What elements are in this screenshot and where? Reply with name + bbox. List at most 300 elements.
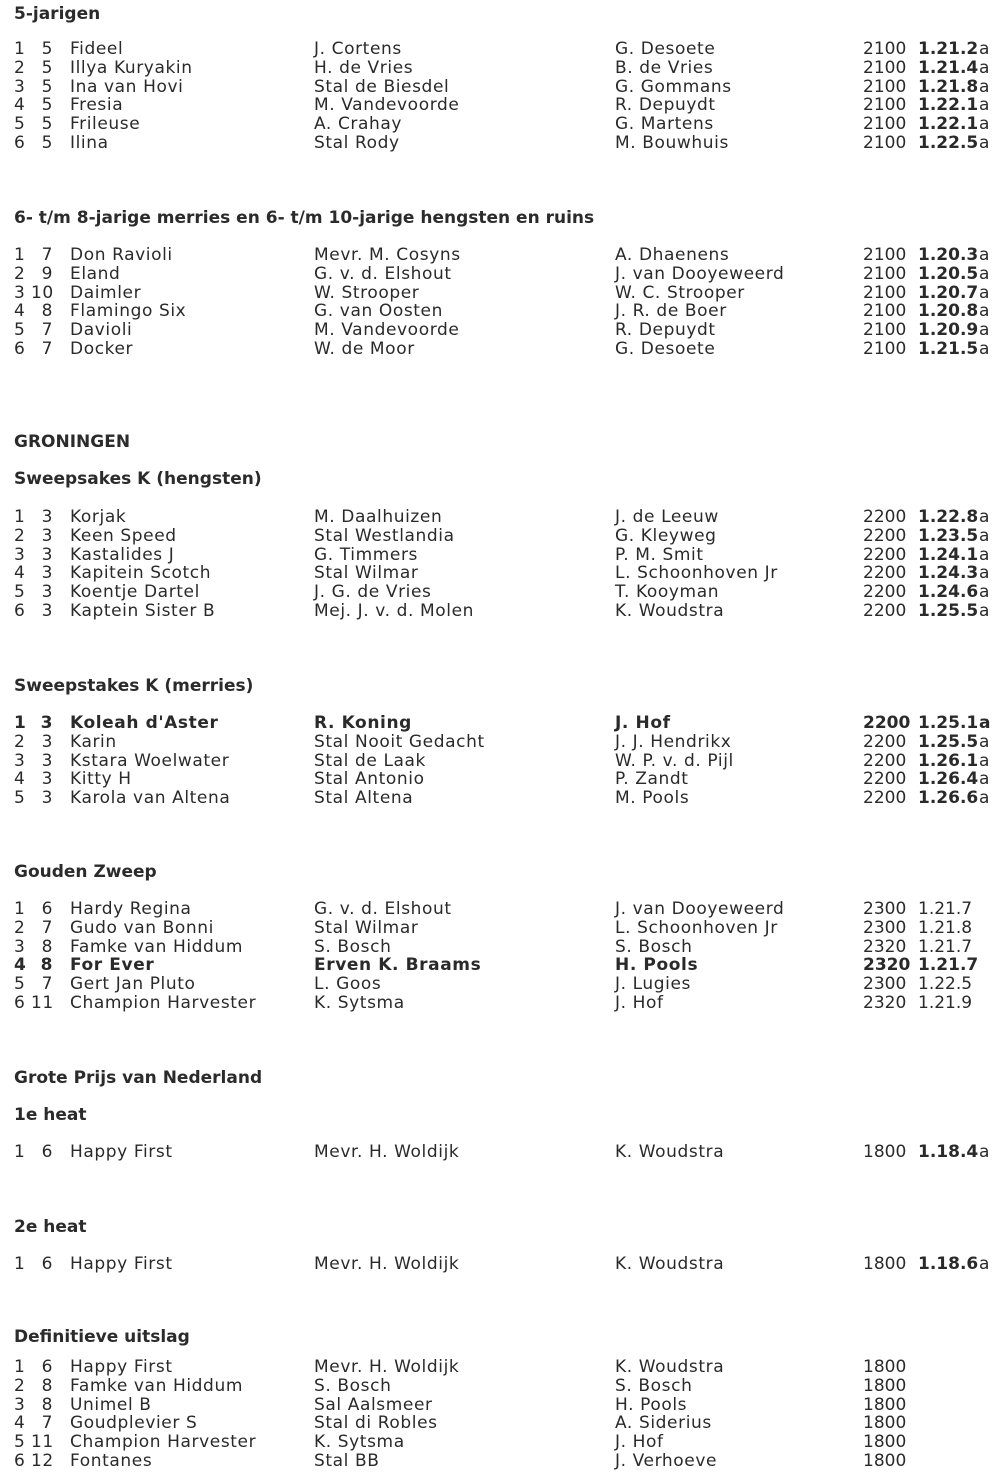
- cell-owner: W. Strooper: [314, 282, 420, 303]
- cell-driver: W. P. v. d. Pijl: [615, 750, 734, 771]
- result-row: [0, 1358, 1000, 1377]
- cell-distance: 2200: [863, 544, 907, 565]
- cell-driver: P. M. Smit: [615, 544, 704, 565]
- cell-place: 1: [14, 1357, 26, 1377]
- cell-owner: Mej. J. v. d. Molen: [314, 600, 475, 621]
- cell-time: 1.20.7: [918, 282, 979, 303]
- cell-place: 1: [14, 899, 26, 919]
- cell-driver: A. Dhaenens: [615, 245, 730, 265]
- cell-owner: Stal Nooit Gedacht: [314, 731, 485, 752]
- cell-flag: a: [979, 320, 990, 340]
- cell-owner: Mevr. H. Woldijk: [314, 1254, 460, 1274]
- cell-owner: G. v. d. Elshout: [314, 899, 452, 919]
- result-row: [0, 284, 1000, 303]
- cell-owner: L. Goos: [314, 974, 382, 994]
- cell-owner: Mevr. H. Woldijk: [314, 1142, 460, 1162]
- cell-distance: 2100: [863, 76, 907, 97]
- cell-distance: 2320: [863, 992, 907, 1013]
- cell-horse: Fontanes: [70, 1450, 153, 1471]
- cell-place: 3: [14, 282, 26, 303]
- cell-distance: 2300: [863, 899, 907, 919]
- cell-time: 1.23.5: [918, 525, 979, 546]
- cell-distance: 2100: [863, 114, 907, 134]
- result-row: [0, 134, 1000, 153]
- cell-driver: T. Kooyman: [615, 582, 720, 602]
- cell-distance: 2100: [863, 282, 907, 303]
- cell-driver: K. Woudstra: [615, 600, 725, 621]
- cell-distance: 2100: [863, 132, 907, 153]
- cell-distance: 2100: [863, 263, 907, 284]
- cell-time: 1.25.5: [918, 600, 979, 621]
- cell-distance: 1800: [863, 1432, 907, 1452]
- cell-age: 10: [31, 282, 54, 303]
- cell-flag: a: [979, 114, 990, 134]
- result-row: [0, 770, 1000, 789]
- cell-owner: Sal Aalsmeer: [314, 1394, 433, 1415]
- cell-distance: 1800: [863, 1450, 907, 1471]
- cell-driver: P. Zandt: [615, 769, 689, 790]
- cell-horse: Karola van Altena: [70, 788, 231, 808]
- cell-time: 1.18.6: [918, 1254, 979, 1274]
- cell-driver: K. Woudstra: [615, 1254, 725, 1274]
- section-heading: GRONINGEN: [14, 432, 131, 452]
- cell-owner: G. Timmers: [314, 544, 418, 565]
- cell-distance: 2100: [863, 57, 907, 78]
- result-row: [0, 340, 1000, 359]
- cell-owner: S. Bosch: [314, 1375, 392, 1396]
- cell-driver: M. Bouwhuis: [615, 132, 729, 153]
- cell-owner: M. Daalhuizen: [314, 507, 443, 527]
- cell-driver: G. Gommans: [615, 76, 732, 97]
- cell-owner: Stal de Laak: [314, 750, 427, 771]
- cell-owner: R. Koning: [314, 713, 412, 733]
- cell-owner: Stal BB: [314, 1450, 380, 1471]
- cell-flag: a: [979, 57, 990, 78]
- cell-time: 1.26.4: [918, 769, 979, 790]
- cell-driver: J. Lugies: [615, 974, 691, 994]
- cell-distance: 2200: [863, 582, 907, 602]
- result-row: [0, 583, 1000, 602]
- cell-driver: H. Pools: [615, 955, 699, 976]
- cell-flag: a: [979, 39, 990, 59]
- cell-place: 3: [14, 1394, 26, 1415]
- result-row: [0, 733, 1000, 752]
- cell-flag: a: [979, 263, 990, 284]
- result-row: [0, 564, 1000, 583]
- cell-place: 2: [14, 917, 26, 938]
- cell-horse: Koleah d'Aster: [70, 713, 219, 733]
- cell-time: 1.21.8: [918, 76, 979, 97]
- cell-flag: a: [979, 788, 990, 808]
- cell-place: 1: [14, 713, 27, 733]
- section-heading: Definitieve uitslag: [14, 1327, 190, 1347]
- cell-age: 7: [41, 917, 53, 938]
- cell-place: 1: [14, 245, 26, 265]
- cell-driver: W. C. Strooper: [615, 282, 745, 303]
- cell-horse: Don Ravioli: [70, 245, 173, 265]
- cell-time: 1.20.3: [918, 245, 979, 265]
- cell-owner: G. v. d. Elshout: [314, 263, 452, 284]
- cell-age: 3: [41, 582, 53, 602]
- cell-horse: Happy First: [70, 1254, 173, 1274]
- cell-driver: J. J. Hendrikx: [615, 731, 732, 752]
- cell-owner: K. Sytsma: [314, 992, 405, 1013]
- cell-owner: Stal de Biesdel: [314, 76, 450, 97]
- cell-distance: 2320: [863, 955, 911, 976]
- section-heading: 6- t/m 8-jarige merries en 6- t/m 10-jarige hengsten en ruins: [14, 208, 595, 228]
- result-row: [0, 602, 1000, 621]
- cell-age: 5: [41, 114, 53, 134]
- cell-age: 7: [41, 338, 53, 359]
- cell-time: 1.25.1: [918, 713, 979, 733]
- result-row: [0, 115, 1000, 134]
- result-row: [0, 1396, 1000, 1415]
- cell-time: 1.22.5: [918, 974, 973, 994]
- result-row: [0, 956, 1000, 975]
- cell-owner: J. Cortens: [314, 39, 402, 59]
- cell-place: 4: [14, 1413, 26, 1434]
- result-row: [0, 714, 1000, 733]
- cell-driver: G. Desoete: [615, 338, 716, 359]
- cell-age: 6: [41, 899, 53, 919]
- result-row: [0, 40, 1000, 59]
- result-row: [0, 1143, 1000, 1162]
- cell-age: 5: [41, 95, 53, 116]
- cell-distance: 2200: [863, 507, 907, 527]
- cell-time: 1.21.7: [918, 955, 979, 976]
- cell-horse: Goudplevier S: [70, 1413, 198, 1434]
- result-row: [0, 321, 1000, 340]
- cell-distance: 2300: [863, 917, 907, 938]
- cell-age: 11: [31, 1432, 54, 1452]
- result-row: [0, 919, 1000, 938]
- cell-distance: 1800: [863, 1413, 907, 1434]
- cell-owner: K. Sytsma: [314, 1432, 405, 1452]
- cell-distance: 2100: [863, 245, 907, 265]
- cell-owner: M. Vandevoorde: [314, 95, 460, 116]
- cell-age: 8: [41, 1394, 53, 1415]
- cell-time: 1.20.5: [918, 263, 979, 284]
- cell-owner: Erven K. Braams: [314, 955, 482, 976]
- cell-owner: Stal Westlandia: [314, 525, 455, 546]
- cell-place: 5: [14, 974, 26, 994]
- cell-age: 3: [41, 769, 53, 790]
- cell-time: 1.22.5: [918, 132, 979, 153]
- section-heading: Sweepsakes K (hengsten): [14, 469, 262, 489]
- cell-owner: Mevr. H. Woldijk: [314, 1357, 460, 1377]
- cell-age: 3: [40, 713, 53, 733]
- cell-driver: M. Pools: [615, 788, 690, 808]
- cell-driver: L. Schoonhoven Jr: [615, 917, 778, 938]
- cell-flag: a: [979, 338, 990, 359]
- result-row: [0, 302, 1000, 321]
- cell-age: 6: [41, 1254, 53, 1274]
- cell-age: 3: [41, 750, 53, 771]
- cell-age: 5: [41, 132, 53, 153]
- cell-distance: 2200: [863, 600, 907, 621]
- cell-owner: Stal Antonio: [314, 769, 425, 790]
- cell-driver: J. de Leeuw: [615, 507, 719, 527]
- cell-time: 1.20.9: [918, 320, 979, 340]
- cell-owner: Stal Altena: [314, 788, 414, 808]
- cell-driver: S. Bosch: [615, 1375, 693, 1396]
- cell-owner: Stal di Robles: [314, 1413, 438, 1434]
- result-row: [0, 546, 1000, 565]
- cell-time: 1.25.5: [918, 731, 979, 752]
- cell-place: 3: [14, 936, 26, 957]
- result-row: [0, 1433, 1000, 1452]
- cell-driver: J. Hof: [615, 713, 671, 733]
- cell-time: 1.26.1: [918, 750, 979, 771]
- cell-time: 1.26.6: [918, 788, 979, 808]
- result-row: [0, 975, 1000, 994]
- cell-driver: G. Kleyweg: [615, 525, 717, 546]
- cell-age: 3: [41, 788, 53, 808]
- cell-distance: 2100: [863, 95, 907, 116]
- result-row: [0, 59, 1000, 78]
- cell-horse: Docker: [70, 338, 134, 359]
- cell-flag: a: [979, 713, 991, 733]
- cell-time: 1.22.8: [918, 507, 979, 527]
- cell-flag: a: [979, 282, 990, 303]
- cell-horse: Famke van Hiddum: [70, 1375, 243, 1396]
- cell-distance: 1800: [863, 1142, 907, 1162]
- cell-place: 1: [14, 1142, 26, 1162]
- cell-age: 8: [41, 936, 53, 957]
- cell-flag: a: [979, 95, 990, 116]
- cell-owner: Stal Wilmar: [314, 917, 419, 938]
- cell-horse: Fideel: [70, 39, 124, 59]
- result-row: [0, 508, 1000, 527]
- cell-time: 1.21.9: [918, 992, 973, 1013]
- cell-age: 8: [41, 301, 53, 322]
- cell-time: 1.24.1: [918, 544, 979, 565]
- cell-age: 8: [40, 955, 53, 976]
- cell-place: 2: [14, 1375, 26, 1396]
- cell-distance: 2200: [863, 563, 907, 584]
- cell-driver: J. van Dooyeweerd: [615, 263, 785, 284]
- cell-driver: G. Martens: [615, 114, 714, 134]
- cell-horse: Hardy Regina: [70, 899, 192, 919]
- result-row: [0, 246, 1000, 265]
- cell-owner: G. van Oosten: [314, 301, 443, 322]
- cell-distance: 2200: [863, 525, 907, 546]
- cell-place: 2: [14, 263, 26, 284]
- cell-horse: Illya Kuryakin: [70, 57, 193, 78]
- cell-horse: Gudo van Bonni: [70, 917, 214, 938]
- cell-horse: Daimler: [70, 282, 142, 303]
- cell-driver: R. Depuydt: [615, 95, 716, 116]
- cell-place: 5: [14, 320, 26, 340]
- cell-place: 6: [14, 992, 26, 1013]
- result-row: [0, 994, 1000, 1013]
- cell-horse: Kaptein Sister B: [70, 600, 216, 621]
- cell-place: 6: [14, 338, 26, 359]
- cell-horse: Gert Jan Pluto: [70, 974, 196, 994]
- cell-driver: J. van Dooyeweerd: [615, 899, 785, 919]
- cell-driver: K. Woudstra: [615, 1142, 725, 1162]
- cell-place: 6: [14, 600, 26, 621]
- cell-driver: L. Schoonhoven Jr: [615, 563, 778, 584]
- cell-horse: Davioli: [70, 320, 133, 340]
- cell-place: 5: [14, 582, 26, 602]
- section-heading: 2e heat: [14, 1217, 87, 1237]
- cell-distance: 2200: [863, 769, 907, 790]
- cell-horse: Karin: [70, 731, 117, 752]
- cell-horse: Fresia: [70, 95, 124, 116]
- cell-age: 3: [41, 731, 53, 752]
- cell-distance: 1800: [863, 1254, 907, 1274]
- cell-place: 4: [14, 95, 26, 116]
- cell-place: 2: [14, 57, 26, 78]
- cell-age: 3: [41, 507, 53, 527]
- cell-flag: a: [979, 769, 990, 790]
- cell-age: 5: [41, 76, 53, 97]
- cell-place: 4: [14, 563, 26, 584]
- result-row: [0, 1452, 1000, 1471]
- result-row: [0, 752, 1000, 771]
- cell-flag: a: [979, 301, 990, 322]
- cell-driver: J. Verhoeve: [615, 1450, 718, 1471]
- cell-place: 1: [14, 39, 26, 59]
- cell-horse: Ina van Hovi: [70, 76, 184, 97]
- cell-horse: Unimel B: [70, 1394, 152, 1415]
- cell-horse: Flamingo Six: [70, 301, 187, 322]
- cell-horse: Frileuse: [70, 114, 141, 134]
- cell-flag: a: [979, 563, 990, 584]
- cell-owner: M. Vandevoorde: [314, 320, 460, 340]
- cell-flag: a: [979, 1254, 990, 1274]
- cell-flag: a: [979, 525, 990, 546]
- cell-owner: A. Crahay: [314, 114, 403, 134]
- cell-distance: 1800: [863, 1375, 907, 1396]
- cell-age: 11: [31, 992, 54, 1013]
- section-heading: 1e heat: [14, 1105, 87, 1125]
- section-heading: Grote Prijs van Nederland: [14, 1068, 263, 1088]
- cell-flag: a: [979, 76, 990, 97]
- result-row: [0, 527, 1000, 546]
- cell-place: 3: [14, 750, 26, 771]
- cell-flag: a: [979, 132, 990, 153]
- result-row: [0, 789, 1000, 808]
- cell-age: 7: [41, 245, 53, 265]
- cell-time: 1.21.8: [918, 917, 973, 938]
- cell-distance: 2320: [863, 936, 907, 957]
- cell-horse: Keen Speed: [70, 525, 177, 546]
- cell-horse: Happy First: [70, 1357, 173, 1377]
- cell-owner: Stal Rody: [314, 132, 400, 153]
- cell-place: 3: [14, 76, 26, 97]
- cell-age: 9: [41, 263, 53, 284]
- cell-driver: J. Hof: [615, 1432, 664, 1452]
- cell-age: 3: [41, 525, 53, 546]
- result-row: [0, 78, 1000, 97]
- cell-flag: a: [979, 600, 990, 621]
- result-row: [0, 900, 1000, 919]
- section-heading: Gouden Zweep: [14, 862, 157, 882]
- cell-horse: Kapitein Scotch: [70, 563, 212, 584]
- cell-horse: Happy First: [70, 1142, 173, 1162]
- cell-flag: a: [979, 544, 990, 565]
- cell-flag: a: [979, 245, 990, 265]
- cell-place: 1: [14, 507, 26, 527]
- cell-horse: Champion Harvester: [70, 992, 257, 1013]
- cell-age: 7: [41, 1413, 53, 1434]
- cell-place: 5: [14, 1432, 26, 1452]
- cell-age: 12: [31, 1450, 54, 1471]
- cell-age: 5: [41, 57, 53, 78]
- cell-driver: J. R. de Boer: [615, 301, 727, 322]
- cell-place: 5: [14, 114, 26, 134]
- cell-horse: Kstara Woelwater: [70, 750, 230, 771]
- cell-horse: Champion Harvester: [70, 1432, 257, 1452]
- cell-horse: Koentje Dartel: [70, 582, 200, 602]
- cell-time: 1.22.1: [918, 114, 979, 134]
- cell-time: 1.21.4: [918, 57, 979, 78]
- cell-place: 6: [14, 132, 26, 153]
- cell-flag: a: [979, 750, 990, 771]
- section-heading: 5-jarigen: [14, 4, 101, 24]
- result-row: [0, 1414, 1000, 1433]
- result-row: [0, 96, 1000, 115]
- cell-owner: S. Bosch: [314, 936, 392, 957]
- cell-place: 3: [14, 544, 26, 565]
- cell-distance: 2100: [863, 39, 907, 59]
- cell-age: 6: [41, 1357, 53, 1377]
- cell-age: 6: [41, 1142, 53, 1162]
- cell-time: 1.21.5: [918, 338, 979, 359]
- result-row: [0, 1377, 1000, 1396]
- cell-distance: 2300: [863, 974, 907, 994]
- result-row: [0, 938, 1000, 957]
- cell-time: 1.21.7: [918, 899, 973, 919]
- cell-horse: Ilina: [70, 132, 109, 153]
- cell-age: 3: [41, 600, 53, 621]
- cell-owner: H. de Vries: [314, 57, 414, 78]
- cell-flag: a: [979, 582, 990, 602]
- cell-driver: R. Depuydt: [615, 320, 716, 340]
- cell-distance: 2100: [863, 320, 907, 340]
- cell-horse: Kastalides J: [70, 544, 175, 565]
- cell-time: 1.20.8: [918, 301, 979, 322]
- cell-age: 3: [41, 563, 53, 584]
- cell-distance: 1800: [863, 1357, 907, 1377]
- cell-age: 7: [41, 974, 53, 994]
- cell-distance: 2200: [863, 713, 911, 733]
- result-row: [0, 265, 1000, 284]
- cell-place: 4: [14, 769, 26, 790]
- cell-distance: 2100: [863, 338, 907, 359]
- cell-driver: S. Bosch: [615, 936, 693, 957]
- cell-age: 3: [41, 544, 53, 565]
- cell-horse: For Ever: [70, 955, 155, 976]
- cell-place: 1: [14, 1254, 26, 1274]
- cell-age: 5: [41, 39, 53, 59]
- cell-owner: Mevr. M. Cosyns: [314, 245, 461, 265]
- cell-horse: Famke van Hiddum: [70, 936, 243, 957]
- cell-place: 2: [14, 731, 26, 752]
- cell-time: 1.24.6: [918, 582, 979, 602]
- cell-distance: 1800: [863, 1394, 907, 1415]
- cell-flag: a: [979, 731, 990, 752]
- cell-place: 2: [14, 525, 26, 546]
- cell-time: 1.18.4: [918, 1142, 979, 1162]
- cell-time: 1.22.1: [918, 95, 979, 116]
- cell-place: 6: [14, 1450, 26, 1471]
- cell-time: 1.21.7: [918, 936, 973, 957]
- cell-horse: Eland: [70, 263, 121, 284]
- cell-time: 1.21.2: [918, 39, 979, 59]
